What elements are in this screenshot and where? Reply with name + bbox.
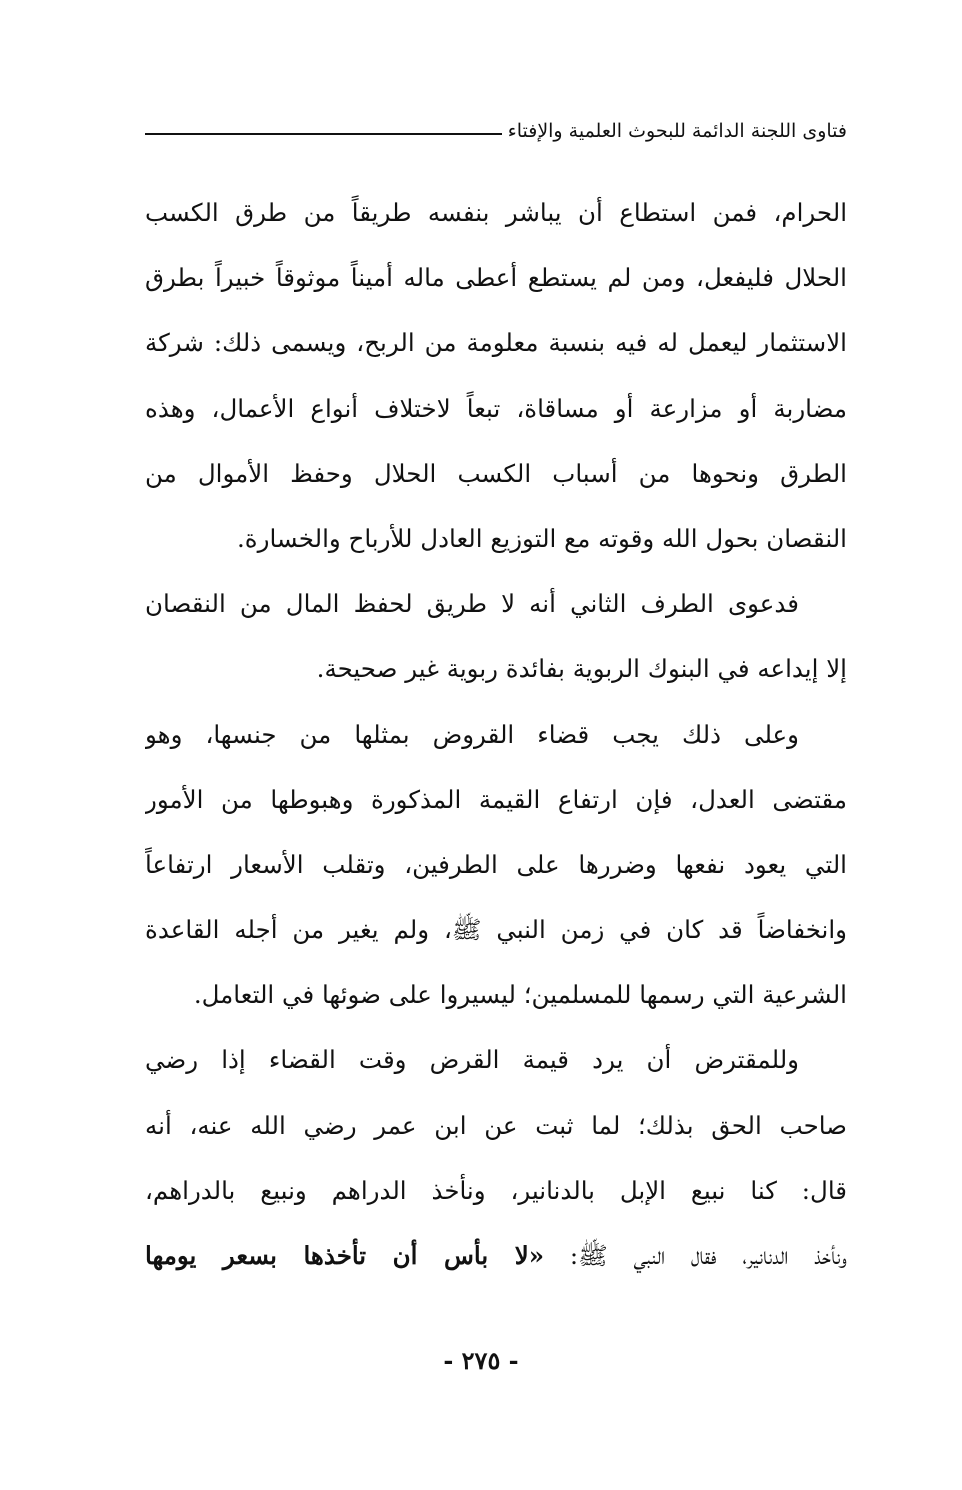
text-line: الحرام، فمن استطاع أن يباشر بنفسه طريقاً من طرق الكسب — [145, 198, 847, 227]
text-line: الاستثمار ليعمل له فيه بنسبة معلومة من الربح، ويسمى ذلك: شركة — [145, 328, 847, 358]
text-line: مضاربة أو مزارعة أو مساقاة، تبعاً لاختلاف أنواع الأعمال، وهذه — [145, 393, 847, 423]
running-header — [145, 117, 847, 145]
text-line: قال: كنا نبيع الإبل بالدنانير، ونأخذ الدراهم ونبيع بالدراهم، — [145, 1175, 847, 1205]
text-line: الشرعية التي رسمها للمسلمين؛ ليسيروا على ضوئها في التعامل. — [193, 980, 847, 1010]
text-line: النقصان بحول الله وقوته مع التوزيع العادل للأرباح والخسارة. — [237, 523, 847, 553]
text-line: إلا إيداعه في البنوك الربوية بفائدة ربوية غير صحيحة. — [316, 654, 847, 684]
text-run: ونأخذ الدنانير، فقال النبي ﷺ: — [544, 1241, 847, 1270]
text-line: وللمقترض أن يرد قيمة القرض وقت القضاء إذا رضي — [145, 1045, 799, 1075]
text-line: التي يعود نفعها وضررها على الطرفين، وتقلب الأسعار ارتفاعاً — [145, 849, 847, 879]
body-text — [145, 180, 847, 1288]
text-line-final — [145, 1223, 847, 1288]
text-line: وانخفاضاً قد كان في زمن النبي ﷺ، ولم يغير من أجله القاعدة — [145, 915, 847, 945]
hadith-quote: «لا بأس أن تأخذها بسعر يومها — [145, 1241, 545, 1270]
running-header-title: فتاوى اللجنة الدائمة للبحوث العلمية والإفتاء — [507, 120, 847, 142]
text-line: صاحب الحق بذلك؛ لما ثبت عن ابن عمر رضي الله عنه، أنه — [145, 1110, 847, 1140]
page-number: - ٢٧٥ - — [443, 1346, 519, 1375]
text-line: الحلال فليفعل، ومن لم يستطع أعطى ماله أميناً موثوقاً خبيراً بطرق — [145, 263, 847, 293]
text-line: مقتضى العدل، فإن ارتفاع القيمة المذكورة وهبوطها من الأمور — [145, 784, 847, 814]
text-line: فدعوى الطرف الثاني أنه لا طريق لحفظ المال من النقصان — [145, 589, 799, 619]
text-line: وعلى ذلك يجب قضاء القروض بمثلها من جنسها، وهو — [145, 719, 799, 749]
text-line: الطرق ونحوها من أسباب الكسب الحلال وحفظ الأموال من — [145, 458, 847, 488]
header-rule — [145, 133, 502, 135]
